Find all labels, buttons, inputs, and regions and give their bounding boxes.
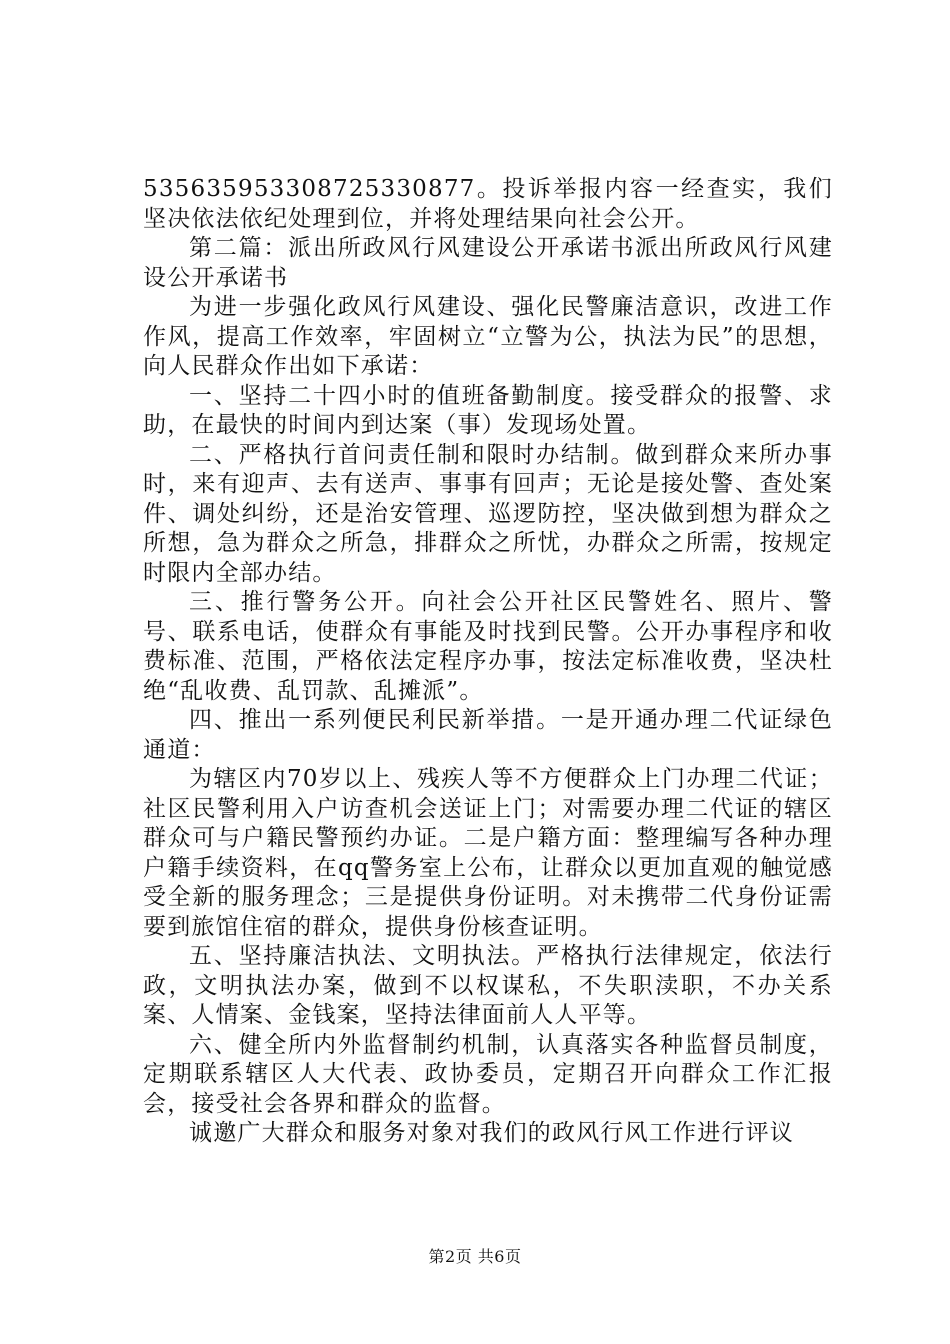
document-body: [143, 175, 833, 1149]
section-heading: 第二篇：派出所政风行风建设公开承诺书派出所政风行风建设公开承诺书: [143, 235, 833, 291]
paragraph-item-1: 一、坚持二十四小时的值班备勤制度。接受群众的报警、求助，在最快的时间内到达案（事）发现场处置。: [143, 382, 833, 438]
paragraph-item-6: 六、健全所内外监督制约机制，认真落实各种监督员制度，定期联系辖区人大代表、政协委员，定期召开向群众工作汇报会，接受社会各界和群众的监督。: [143, 1031, 833, 1117]
paragraph-closing: 诚邀广大群众和服务对象对我们的政风行风工作进行评议: [189, 1120, 794, 1146]
paragraph-continuation: 53563595330872533087​7。投诉举报内容一经查实，我们坚决依法依纪处理到位，并将处理结果向社会公开。: [143, 176, 833, 232]
paragraph-item-3: 三、推行警务公开。向社会公开社区民警姓名、照片、警号、联系电话，使群众有事能及时找到民警。公开办事程序和收费标准、范围，严格依法定程序办事，按法定标准收费，坚决杜绝“乱收费、乱罚款、乱摊派”。: [143, 589, 833, 704]
paragraph-intro: 为进一步强化政风行风建设、强化民警廉洁意识，改进工作作风，提高工作效率，牢固树立“立警为公，执法为民”的思想，向人民群众作出如下承诺：: [143, 294, 833, 379]
paragraph-item-4: 四、推出一系列便民利民新举措。一是开通办理二代证绿色通道：: [143, 707, 833, 763]
paragraph-item-2: 二、严格执行首问责任制和限时办结制。做到群众来所办事时，来有迎声、去有送声、事事有回声；无论是接处警、查处案件、调处纠纷，还是治安管理、巡逻防控，坚决做到想为群众之所想，急为群众之所急，排群众之所忧，办群众之所需，按规定时限内全部办结。: [143, 441, 833, 586]
page-footer: 第2页 共6页: [428, 1247, 522, 1266]
paragraph-item-5: 五、坚持廉洁执法、文明执法。严格执行法律规定，依法行政，文明执法办案，做到不以权谋私，不失职渎职，不办关系案、人情案、金钱案，坚持法律面前人人平等。: [143, 943, 833, 1028]
paragraph-item-4-detail: 为辖区内70岁以上、残疾人等不方便群众上门办理二代证；社区民警利用入户访查机会送证上门；对需要办理二代证的辖区群众可与户籍民警预约办证。二是户籍方面：整理编写各种办理户籍手续资料，在qq警务室上公布，让群众以更加直观的触觉感受全新的服务理念；三是提供身份证明。对未携带二代身份证需要到旅馆住宿的群众，提供身份核查证明。: [143, 766, 833, 940]
